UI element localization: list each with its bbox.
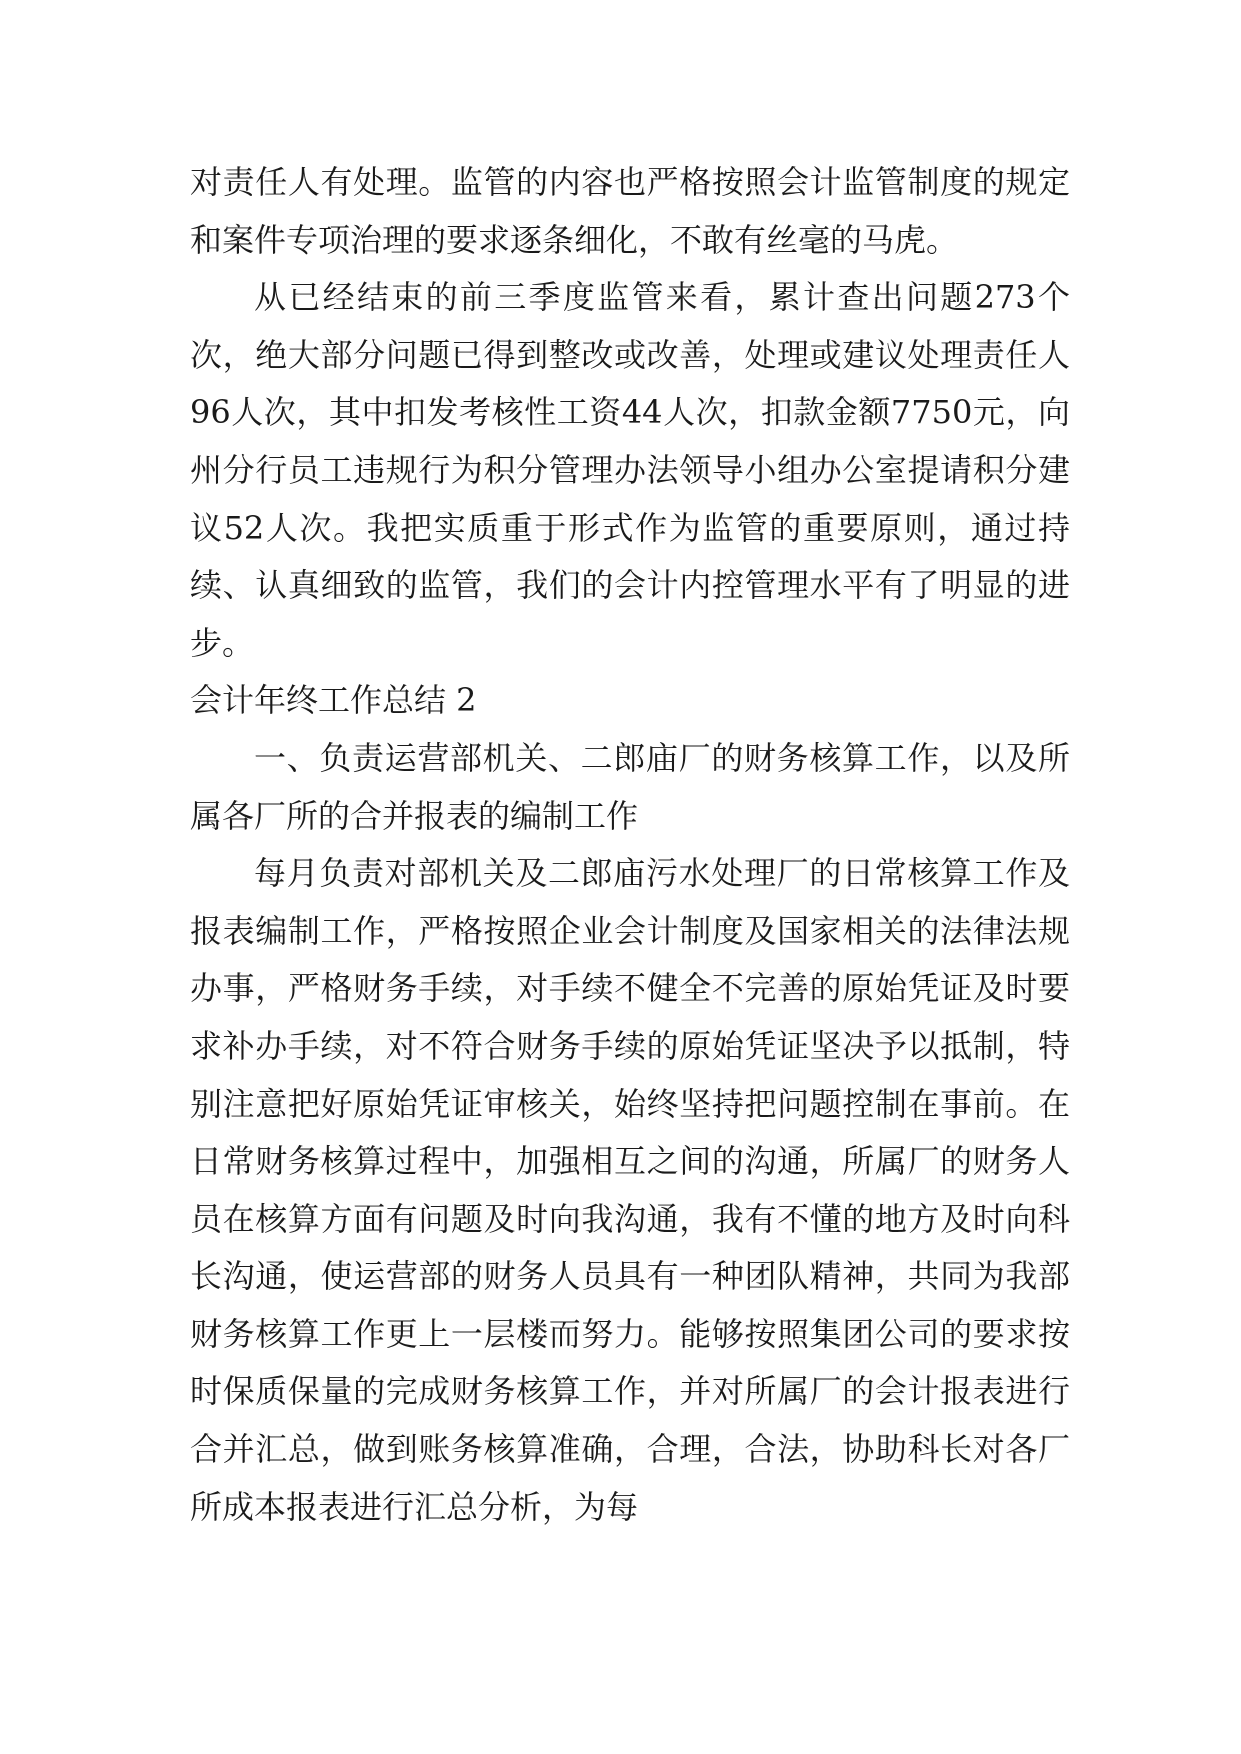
section-heading: 会计年终工作总结 2 [190, 681, 477, 720]
paragraph-monthly-accounting: 每月负责对部机关及二郎庙污水处理厂的日常核算工作及报表编制工作，严格按照企业会计制度及国家相关的法律法规办事，严格财务手续，对手续不健全不完善的原始凭证及时要求补办手续，对不符合财务手续的原始凭证坚决予以抵制，特别注意把好原始凭证审核关，始终坚持把问题控制在事前。在日常财务核算过程中，加强相互之间的沟通，所属厂的财务人员在核算方面有问题及时向我沟通，我有不懂的地方及时向科长沟通，使运营部的财务人员具有一种团队精神，共同为我部财务核算工作更上一层楼而努力。能够按照集团公司的要求按时保质保量的完成财务核算工作，并对所属厂的会计报表进行合并汇总，做到账务核算准确，合理，合法，协助科长对各厂所成本报表进行汇总分析，为每 [190, 854, 1070, 1526]
paragraph-quarterly-results: 从已经结束的前三季度监管来看，累计查出问题273个次，绝大部分问题已得到整改或改善，处理或建议处理责任人96人次，其中扣发考核性工资44人次，扣款金额7750元，向州分行员工违规行为积分管理办法领导小组办公室提请积分建议52人次。我把实质重于形式作为监管的重要原则，通过持续、认真细致的监管，我们的会计内控管理水平有了明显的进步。 [190, 278, 1070, 662]
document-page [190, 154, 1070, 1536]
paragraph-supervision-content: 对责任人有处理。监管的内容也严格按照会计监管制度的规定和案件专项治理的要求逐条细化，不敢有丝毫的马虎。 [190, 163, 1070, 259]
paragraph-subheading-accounting-duties: 一、负责运营部机关、二郎庙厂的财务核算工作，以及所属各厂所的合并报表的编制工作 [190, 738, 1070, 835]
